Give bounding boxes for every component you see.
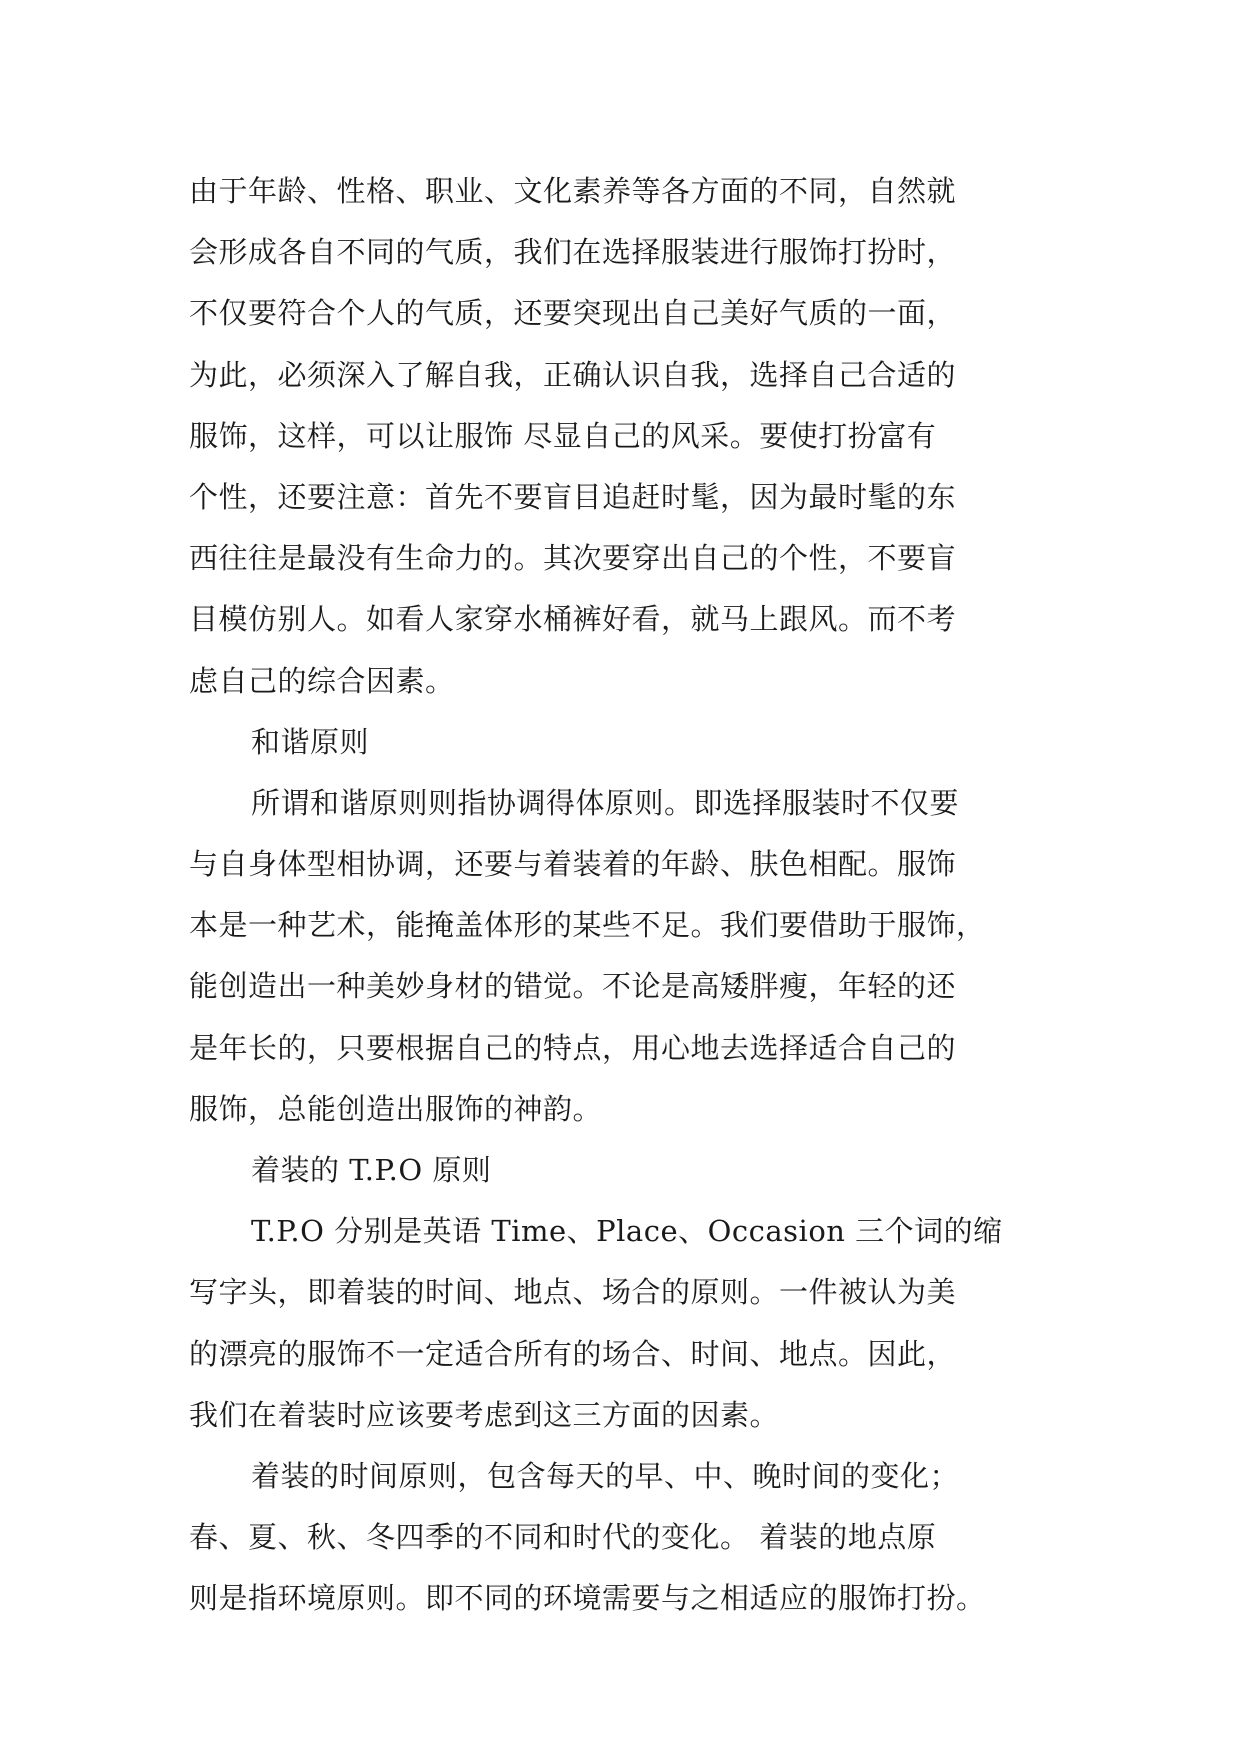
text-line: 所谓和谐原则则指协调得体原则。即选择服装时不仅要: [251, 785, 960, 820]
text-line: 个性，还要注意：首先不要盲目追赶时髦，因为最时髦的东: [189, 479, 957, 514]
section-heading: 和谐原则: [251, 724, 370, 759]
body-text: [189, 161, 1069, 1630]
text-line: 不仅要符合个人的气质，还要突现出自己美好气质的一面，: [189, 296, 957, 331]
text-line: 则是指环境原则。即不同的环境需要与之相适应的服饰打扮。: [189, 1581, 986, 1616]
text-line: 虑自己的综合因素。: [189, 663, 455, 698]
text-line: 的漂亮的服饰不一定适合所有的场合、时间、地点。因此，: [189, 1336, 957, 1371]
text-line: 能创造出一种美妙身材的错觉。不论是高矮胖瘦，年轻的还: [189, 969, 957, 1004]
text-line: 是年长的，只要根据自己的特点，用心地去选择适合自己的: [189, 1030, 957, 1065]
text-line: 由于年龄、性格、职业、文化素养等各方面的不同，自然就: [189, 174, 957, 208]
section-heading: 着装的 T.P.O 原则: [251, 1153, 492, 1187]
text-line: 西往往是最没有生命力的。其次要穿出自己的个性，不要盲: [189, 541, 957, 576]
text-line: T.P.O 分别是英语 Time、Place、Occasion 三个词的缩: [251, 1214, 1003, 1249]
text-line: 会形成各自不同的气质，我们在选择服装进行服饰打扮时，: [189, 235, 957, 270]
text-line: 为此，必须深入了解自我，正确认识自我，选择自己合适的: [189, 357, 957, 392]
text-line: 服饰，这样，可以让服饰 尽显自己的风采。要使打扮富有: [189, 418, 937, 453]
text-line: 目模仿别人。如看人家穿水桶裤好看，就马上跟风。而不考: [189, 602, 957, 637]
text-line: 我们在着装时应该要考虑到这三方面的因素。: [189, 1397, 780, 1432]
text-line: 与自身体型相协调，还要与着装着的年龄、肤色相配。服饰: [189, 847, 957, 882]
text-line: 服饰，总能创造出服饰的神韵。: [189, 1091, 603, 1126]
text-line: 写字头，即着装的时间、地点、场合的原则。一件被认为美: [189, 1275, 957, 1310]
text-line: 着装的时间原则，包含每天的早、中、晚时间的变化；: [251, 1458, 960, 1493]
text-line: 春、夏、秋、冬四季的不同和时代的变化。 着装的地点原: [189, 1520, 937, 1555]
text-line: 本是一种艺术，能掩盖体形的某些不足。我们要借助于服饰，: [189, 908, 986, 943]
